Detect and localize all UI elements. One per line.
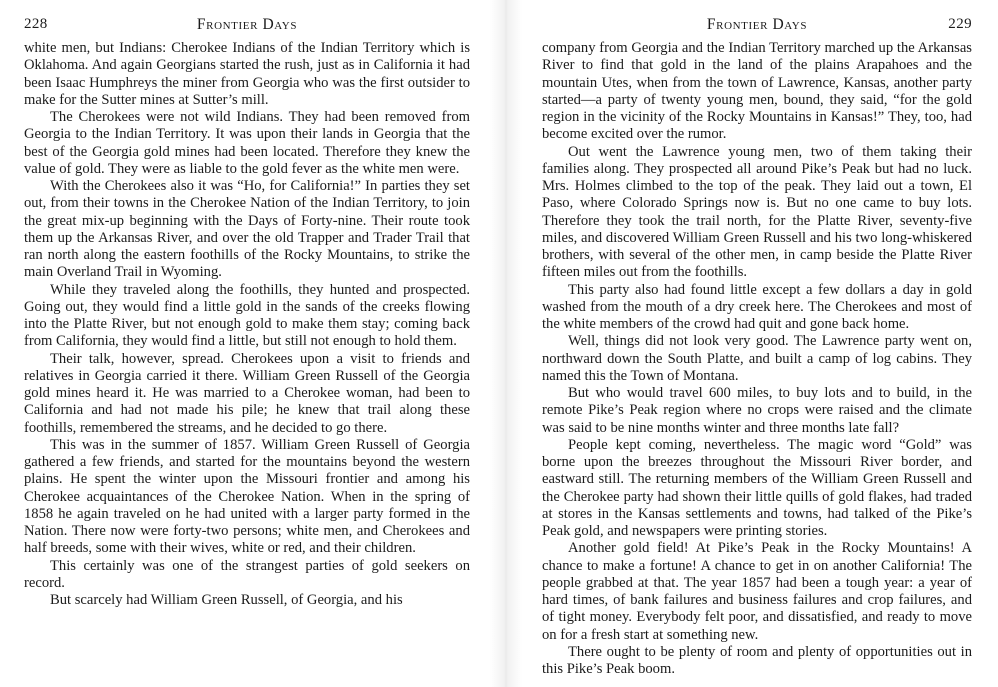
right-page-body bbox=[542, 40, 972, 678]
running-head-left bbox=[24, 14, 470, 36]
running-head-title-left: Frontier Days bbox=[196, 16, 298, 33]
running-head-right bbox=[542, 14, 972, 36]
paragraph: There ought to be plenty of room and plenty of opportunities out in this Pike’s Peak boom. bbox=[542, 643, 972, 677]
book-gutter bbox=[490, 0, 522, 687]
paragraph: This was in the summer of 1857. William Green Russell of Georgia gathered a few friends, and started for the mountains beyond the western plains. He spent the winter upon the Missouri frontier and among his Cherokee acquaintances of the Cherokee Nation. When in the spring of 1858 he again traveled on he had united with a larger party formed in the Nation. There now were forty-two persons; white men, and Cherokees and half breeds, some with their wives, white or red, and their children. bbox=[24, 436, 470, 557]
page-number-right: 229 bbox=[948, 16, 972, 32]
right-page bbox=[528, 0, 998, 687]
paragraph: While they traveled along the foothills, they hunted and prospected. Going out, they would find a little gold in the sands of the creeks flowing into the Platte River, but not enough gold to make them stay; coming back from California, they would find a little, but still not enough to hold them. bbox=[24, 281, 470, 350]
paragraph: The Cherokees were not wild Indians. They had been removed from Georgia to the Indian Territory. It was upon their lands in Georgia that the best of the Georgia gold mines had been located. Therefore they knew the value of gold. They were as liable to the gold fever as the white men were. bbox=[24, 109, 470, 177]
paragraph: Their talk, however, spread. Cherokees upon a visit to friends and relatives in Georgia carried it there. William Green Russell of the Georgia gold mines heard it. He was married to a Cherokee woman, had been to California and had not made his pile; he knew that trail along these foothills, remembered the streams, and he decided to go there. bbox=[24, 350, 470, 436]
left-page-body bbox=[24, 40, 470, 609]
paragraph: But who would travel 600 miles, to buy lots and to build, in the remote Pike’s Peak region where no crops were raised and the climate was said to be nine months winter and three months late fall? bbox=[542, 385, 972, 436]
paragraph: company from Georgia and the Indian Territory marched up the Arkansas River to find that gold in the land of the plains Arapahoes and the mountain Utes, when from the town of Lawrence, Kansas, another party started—a party of twenty young men, bound, they said, “for the gold region in the vicinity of the Rocky Mountains in Kansas!” They, too, had become excited over the rumor. bbox=[542, 40, 972, 143]
paragraph: This party also had found little except a few dollars a day in gold washed from the mouth of a dry creek here. The Cherokees and most of the white members of the crowd had quit and gone back home. bbox=[542, 281, 972, 332]
paragraph: Well, things did not look very good. The Lawrence party went on, northward down the South Platte, and built a camp of log cabins. They named this the Town of Montana. bbox=[542, 333, 972, 384]
running-head-title-right: Frontier Days bbox=[706, 16, 808, 33]
paragraph: This certainly was one of the strangest parties of gold seekers on record. bbox=[24, 557, 470, 591]
page-number-left: 228 bbox=[24, 16, 48, 32]
paragraph: But scarcely had William Green Russell, of Georgia, and his bbox=[50, 592, 403, 608]
paragraph: With the Cherokees also it was “Ho, for California!” In parties they set out, from their towns in the Cherokee Nation of the Indian Territory, to join the great mix-up beginning with the Days of Forty-nine. Their route took them up the Arkansas River, and over the old Trapper and Trader Trail that ran north along the eastern foothills of the Rocky Mountains, to strike the main Overland Trail in Wyoming. bbox=[24, 178, 470, 281]
left-page bbox=[0, 0, 484, 687]
paragraph: Another gold field! At Pike’s Peak in the Rocky Mountains! A chance to make a fortune! A chance to get in on another California! The people grabbed at that. The year 1857 had been a tough year: a year of hard times, of bank failures and business failures and crop failures, and of tight money. Everybody felt poor, and dissatisfied, and ready to move on for a fresh start at something new. bbox=[542, 540, 972, 643]
paragraph: People kept coming, nevertheless. The magic word “Gold” was borne upon the breezes throughout the Missouri River border, and eastward still. The returning members of the William Green Russell and the Cherokee party had shown their little quills of gold flakes, had traded at stores in the Kansas settlements and towns, had talked of the Pike’s Peak gold, and newspapers were printing stories. bbox=[542, 436, 972, 539]
paragraph: Out went the Lawrence young men, two of them taking their families along. They prospected all around Pike’s Peak but had no luck. Mrs. Holmes climbed to the top of the peak. They laid out a town, El Paso, where Colorado Springs now is. But no one came to buy lots. Therefore they took the trail north, for the Platte River, seventy-five miles, and discovered William Green Russell and his two long-whiskered brothers, with several of the other men, in camp beside the Platte River fifteen miles out from the foothills. bbox=[542, 143, 972, 281]
paragraph: white men, but Indians: Cherokee Indians of the Indian Territory which is Oklahoma. And again Georgians started the rush, just as in California it had been Isaac Humphreys the miner from Georgia who was the first outsider to make for the Sutter mines at Sutter’s mill. bbox=[24, 40, 470, 108]
